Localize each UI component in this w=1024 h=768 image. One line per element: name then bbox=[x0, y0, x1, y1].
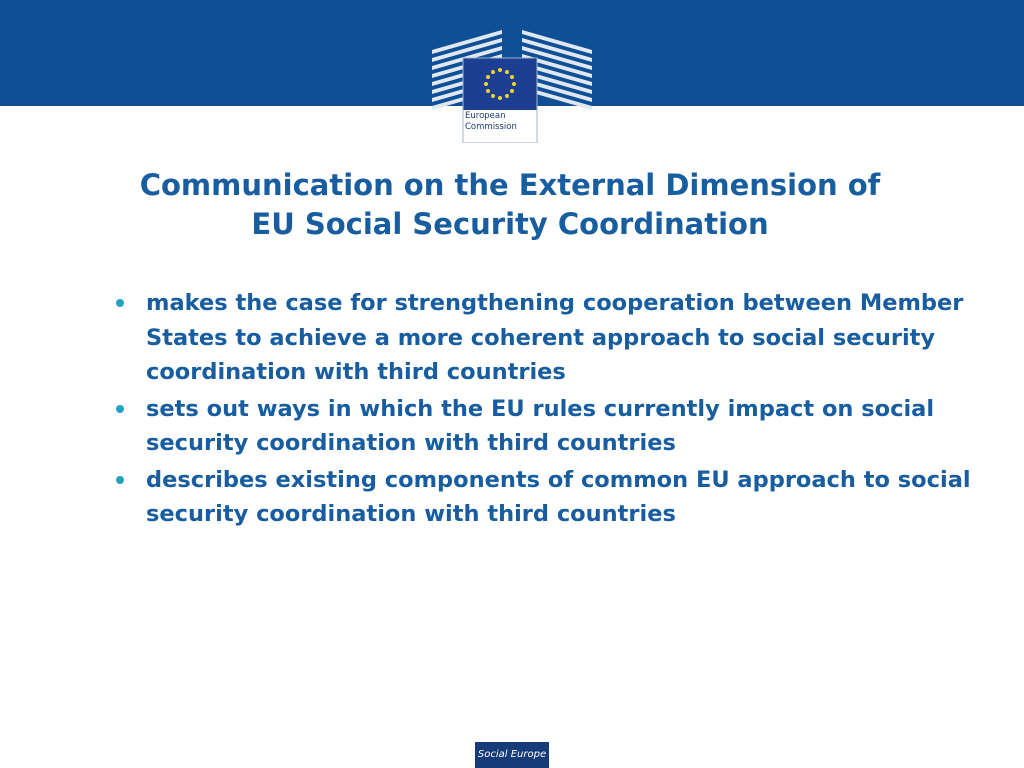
title-line-2: EU Social Security Coordination bbox=[251, 207, 769, 241]
bullet-list bbox=[112, 286, 982, 534]
bullet-dot-icon bbox=[116, 476, 124, 484]
bullet-text: sets out ways in which the EU rules currently impact on social security coordination with third countries bbox=[146, 395, 935, 456]
bullet-dot-icon bbox=[116, 405, 124, 413]
european-commission-logo bbox=[428, 28, 596, 143]
bullet-item bbox=[112, 286, 982, 390]
bullet-item bbox=[112, 392, 982, 461]
logo-wordmark bbox=[465, 111, 537, 133]
logo-text-line1: European bbox=[465, 111, 506, 121]
bullet-item bbox=[112, 463, 982, 532]
logo-text-line2: Commission bbox=[465, 122, 517, 132]
title-line-1: Communication on the External Dimension of bbox=[139, 168, 881, 202]
bullet-dot-icon bbox=[116, 299, 124, 307]
bullet-text: describes existing components of common EU approach to social security coordination with third countries bbox=[146, 466, 971, 527]
social-europe-badge: Social Europe bbox=[475, 742, 549, 768]
bullet-text: makes the case for strengthening cooperation between Member States to achieve a more coherent approach to social security coordination with third countries bbox=[146, 290, 964, 385]
slide-title bbox=[60, 166, 960, 244]
